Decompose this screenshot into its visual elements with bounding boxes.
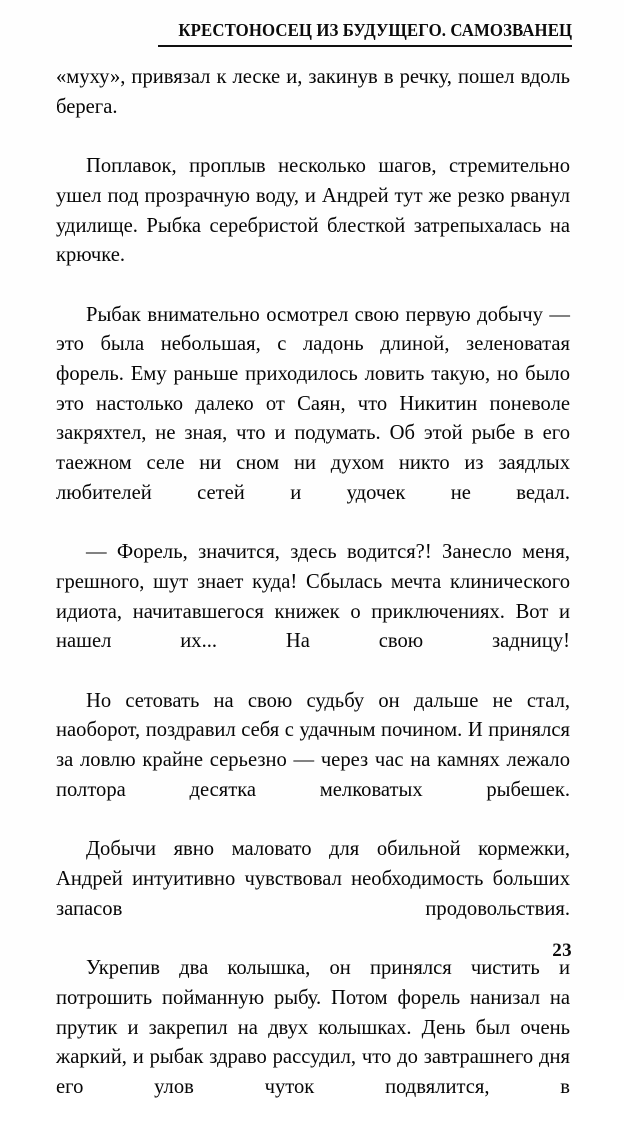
paragraph: Но сетовать на свою судьбу он дальше не стал, наоборот, поздравил себя с удачным почином. И принялся за ловлю крайне серьезно — через час на камнях лежало полтора десятка мелковатых рыбешек. xyxy=(56,689,570,801)
paragraph: «муху», привязал к леске и, закинув в речку, пошел вдоль берега. xyxy=(56,66,570,118)
header-rule-divider xyxy=(158,45,572,47)
paragraph: Поплавок, проплыв несколько шагов, стремительно ушел под прозрачную воду, и Андрей тут же резко рванул удилище. Рыбка серебристой блесткой затрепыхалась на крючке. xyxy=(56,155,570,267)
paragraph: — Форель, значится, здесь водится?! Занесло меня, грешного, шут знает куда! Сбылась мечта клинического идиота, начитавшегося книжек о приключениях. Вот и нашел их... На свою задницу! xyxy=(56,541,570,653)
paragraph: Рыбак внимательно осмотрел свою первую добычу — это была небольшая, с ладонь длиной, зеленоватая форель. Ему раньше приходилось ловить такую, но было это настолько далеко от Саян, что Никитин поневоле закряхтел, не зная, что и подумать. Об этой рыбе в его таежном селе ни сном ни духом никто из заядлых любителей сетей и удочек не ведал. xyxy=(56,303,570,504)
running-head-title: КРЕСТОНОСЕЦ ИЗ БУДУЩЕГО. САМОЗВАНЕЦ xyxy=(178,20,572,40)
paragraph: Укрепив два колышка, он принялся чистить и потрошить пойманную рыбу. Потом форель нанизал на прутик и закрепил на двух колышках. День был очень жаркий, и рыбак здраво рассудил, что до завтрашнего дня его улов чуток подвялится, в xyxy=(56,957,570,1098)
paragraph: Добычи явно маловато для обильной кормежки, Андрей интуитивно чувствовал необходимость больших запасов продовольствия. xyxy=(56,838,570,920)
page-number: 23 xyxy=(552,940,572,961)
body-text-column xyxy=(56,63,570,1132)
running-head xyxy=(56,20,572,41)
